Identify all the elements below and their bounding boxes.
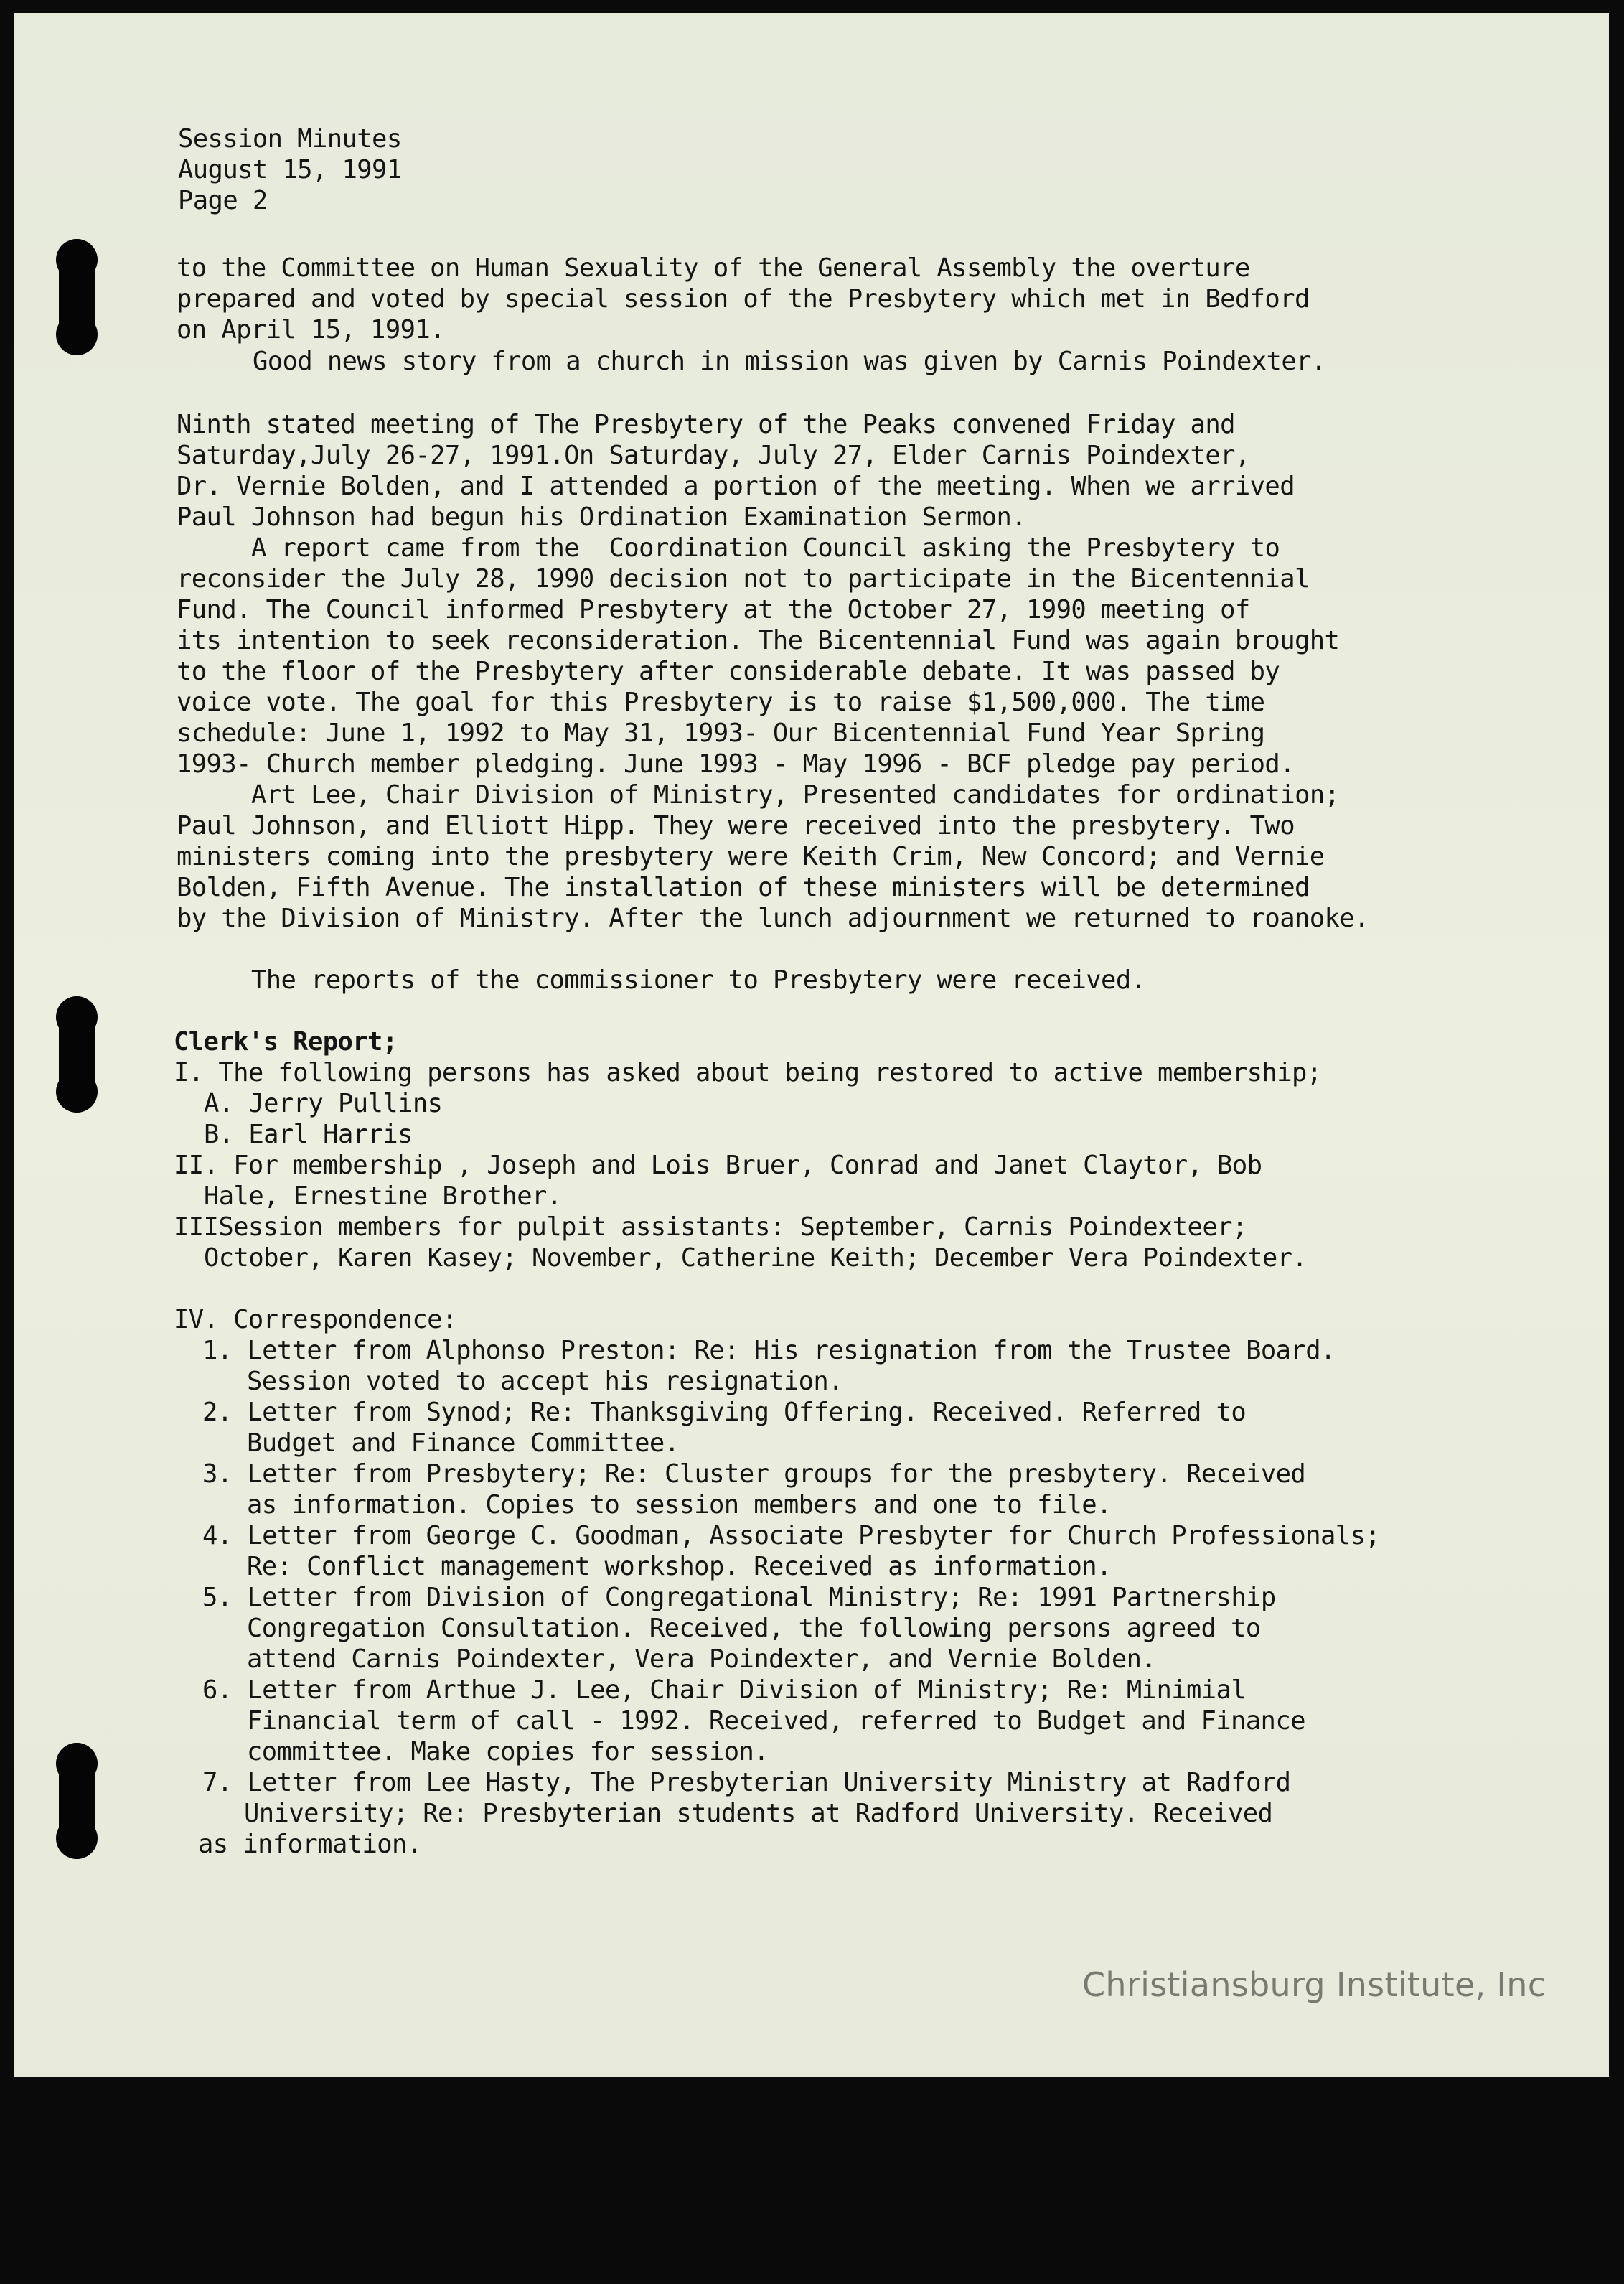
paragraph-line: by the Division of Ministry. After the lunch adjournment we returned to roanoke. [177, 904, 1369, 933]
list-item: 3. Letter from Presbytery; Re: Cluster groups for the presbytery. Received [202, 1459, 1306, 1489]
list-item: as information. [198, 1830, 422, 1859]
paragraph-line: The reports of the commissioner to Presbytery were received. [251, 965, 1146, 995]
paragraph-line: voice vote. The goal for this Presbytery is to raise $1,500,000. The time [177, 688, 1265, 717]
list-item: 2. Letter from Synod; Re: Thanksgiving Offering. Received. Referred to [202, 1398, 1247, 1427]
list-item: Financial term of call - 1992. Received, referred to Budget and Finance [247, 1706, 1305, 1736]
list-item: I. The following persons has asked about being restored to active membership; [174, 1058, 1322, 1087]
paragraph-line: Paul Johnson had begun his Ordination Examination Sermon. [177, 502, 1027, 532]
paragraph-line: to the Committee on Human Sexuality of the General Assembly the overture [177, 253, 1250, 283]
list-item: Hale, Ernestine Brother. [204, 1181, 562, 1211]
paragraph-line: to the floor of the Presbytery after considerable debate. It was passed by [177, 657, 1280, 686]
paragraph-line: Bolden, Fifth Avenue. The installation of these ministers will be determined [177, 873, 1310, 902]
paragraph-line: Saturday,July 26-27, 1991.On Saturday, July 27, Elder Carnis Poindexter, [177, 441, 1250, 470]
header-page: Page 2 [178, 186, 268, 215]
punch-hole-middle [59, 996, 95, 1113]
list-item: committee. Make copies for session. [247, 1737, 769, 1766]
list-item: IV. Correspondence: [174, 1305, 457, 1334]
paragraph-line: Good news story from a church in mission was given by Carnis Poindexter. [253, 347, 1326, 376]
section-heading: Clerk's Report; [174, 1027, 398, 1057]
paragraph-line: schedule: June 1, 1992 to May 31, 1993- Our Bicentennial Fund Year Spring [177, 719, 1265, 748]
paragraph-line: prepared and voted by special session of the Presbytery which met in Bedford [177, 284, 1310, 314]
list-item: Re: Conflict management workshop. Received as information. [247, 1552, 1112, 1581]
paragraph-line: reconsider the July 28, 1990 decision not to participate in the Bicentennial [177, 564, 1310, 594]
paragraph-line: its intention to seek reconsideration. The Bicentennial Fund was again brought [177, 626, 1340, 655]
watermark: Christiansburg Institute, Inc [1082, 1965, 1546, 2004]
list-item: Congregation Consultation. Received, the following persons agreed to [247, 1614, 1261, 1643]
list-item: A. Jerry Pullins [204, 1089, 443, 1118]
list-item: 7. Letter from Lee Hasty, The Presbyterian University Ministry at Radford [202, 1768, 1291, 1797]
list-item: Budget and Finance Committee. [247, 1428, 680, 1458]
paragraph-line: Ninth stated meeting of The Presbytery of the Peaks convened Friday and [177, 410, 1235, 439]
list-item: October, Karen Kasey; November, Catherine Keith; December Vera Poindexter. [204, 1243, 1308, 1273]
paragraph-line: 1993- Church member pledging. June 1993 - May 1996 - BCF pledge pay period. [177, 749, 1295, 779]
list-item: Session voted to accept his resignation. [247, 1367, 843, 1396]
list-item: 5. Letter from Division of Congregational Ministry; Re: 1991 Partnership [202, 1583, 1276, 1612]
list-item: as information. Copies to session members and one to file. [247, 1490, 1112, 1520]
punch-hole-bottom [59, 1743, 95, 1859]
list-item: II. For membership , Joseph and Lois Bruer, Conrad and Janet Claytor, Bob [174, 1151, 1262, 1180]
list-item: 4. Letter from George C. Goodman, Associate Presbyter for Church Professionals; [202, 1521, 1381, 1550]
punch-hole-top [59, 239, 95, 355]
list-item: University; Re: Presbyterian students at Radford University. Received [244, 1799, 1273, 1828]
paragraph-line: Art Lee, Chair Division of Ministry, Presented candidates for ordination; [251, 780, 1340, 810]
list-item: 6. Letter from Arthue J. Lee, Chair Division of Ministry; Re: Minimial [202, 1675, 1247, 1705]
list-item: attend Carnis Poindexter, Vera Poindexter, and Vernie Bolden. [247, 1644, 1157, 1674]
paragraph-line: A report came from the Coordination Council asking the Presbytery to [251, 533, 1280, 563]
header-title: Session Minutes [178, 124, 402, 154]
header-date: August 15, 1991 [178, 155, 402, 184]
list-item: B. Earl Harris [204, 1120, 413, 1149]
list-item: 1. Letter from Alphonso Preston: Re: His resignation from the Trustee Board. [202, 1336, 1336, 1365]
paragraph-line: Dr. Vernie Bolden, and I attended a portion of the meeting. When we arrived [177, 472, 1295, 501]
paragraph-line: Fund. The Council informed Presbytery at the October 27, 1990 meeting of [177, 595, 1250, 624]
paragraph-line: ministers coming into the presbytery were Keith Crim, New Concord; and Vernie [177, 842, 1325, 871]
paragraph-line: Paul Johnson, and Elliott Hipp. They were received into the presbytery. Two [177, 811, 1295, 841]
paragraph-line: on April 15, 1991. [177, 315, 445, 345]
list-item: IIISession members for pulpit assistants: September, Carnis Poindexteer; [174, 1212, 1247, 1242]
